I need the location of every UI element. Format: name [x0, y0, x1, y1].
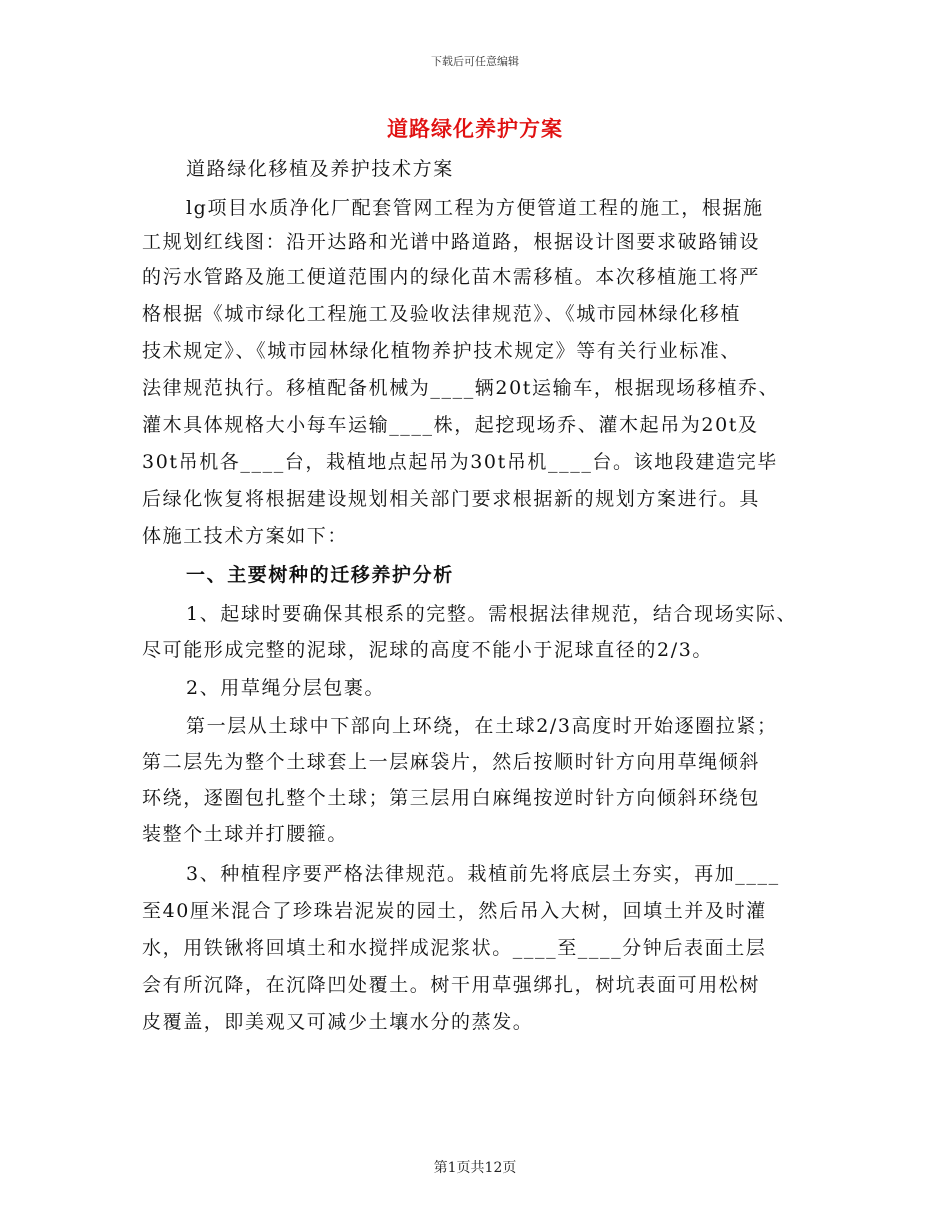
intro-line: 技术规定》、《城市园林绿化植物养护技术规定》等有关行业标准、 [142, 340, 742, 362]
item2-line: 第二层先为整个土球套上一层麻袋片，然后按顺时针方向用草绳倾斜 [142, 751, 761, 773]
item2-line: 环绕，逐圈包扎整个土球；第三层用白麻绳按逆时针方向倾斜环绕包 [142, 787, 761, 809]
item1-line: 尽可能形成完整的泥球，泥球的高度不能小于泥球直径的2/3。 [142, 639, 713, 661]
intro-line: 工规划红线图：沿开达路和光谱中路道路，根据设计图要求破路铺设 [142, 231, 761, 253]
item2-line: 装整个土球并打腰箍。 [142, 823, 349, 845]
intro-line: lg项目水质净化厂配套管网工程为方便管道工程的施工，根据施 [186, 197, 764, 219]
intro-line: 后绿化恢复将根据建设规划相关部门要求根据新的规划方案进行。具 [142, 488, 761, 510]
intro-line: 法律规范执行。移植配备机械为____辆20t运输车，根据现场移植乔、 [142, 377, 780, 399]
page-number: 第1页共12页 [433, 1160, 517, 1176]
item3-line: 会有所沉降，在沉降凹处覆土。树干用草强绑扎，树坑表面可用松树 [142, 974, 761, 996]
item3-line: 皮覆盖，即美观又可减少土壤水分的蒸发。 [142, 1011, 534, 1033]
intro-line: 30t吊机各____台，栽植地点起吊为30t吊机____台。该地段建造完毕 [142, 451, 778, 473]
intro-line: 的污水管路及施工便道范围内的绿化苗木需移植。本次移植施工将严 [142, 266, 761, 288]
item1-line: 1、起球时要确保其根系的完整。需根据法律规范，结合现场实际、 [186, 603, 798, 625]
document-subtitle: 道路绿化移植及养护技术方案 [186, 158, 454, 180]
intro-line: 体施工技术方案如下： [142, 525, 349, 547]
header-note: 下载后可任意编辑 [431, 55, 519, 68]
section-heading: 一、主要树种的迁移养护分析 [186, 564, 454, 586]
item3-line: 3、种植程序要严格法律规范。栽植前先将底层土夯实，再加____ [186, 863, 780, 885]
item2-line: 第一层从土球中下部向上环绕，在土球2/3高度时开始逐圈拉紧； [186, 715, 778, 737]
intro-line: 格根据《城市绿化工程施工及验收法律规范》、《城市园林绿化移植 [142, 303, 742, 325]
intro-line: 灌木具体规格大小每车运输____株，起挖现场乔、灌木起吊为20t及 [142, 414, 759, 436]
item2-heading: 2、用草绳分层包裹。 [186, 677, 386, 699]
item3-line: 水，用铁锹将回填土和水搅拌成泥浆状。____至____分钟后表面土层 [142, 937, 767, 959]
item3-line: 至40厘米混合了珍珠岩泥炭的园土，然后吊入大树，回填土并及时灌 [142, 900, 767, 922]
document-title: 道路绿化养护方案 [387, 116, 563, 141]
